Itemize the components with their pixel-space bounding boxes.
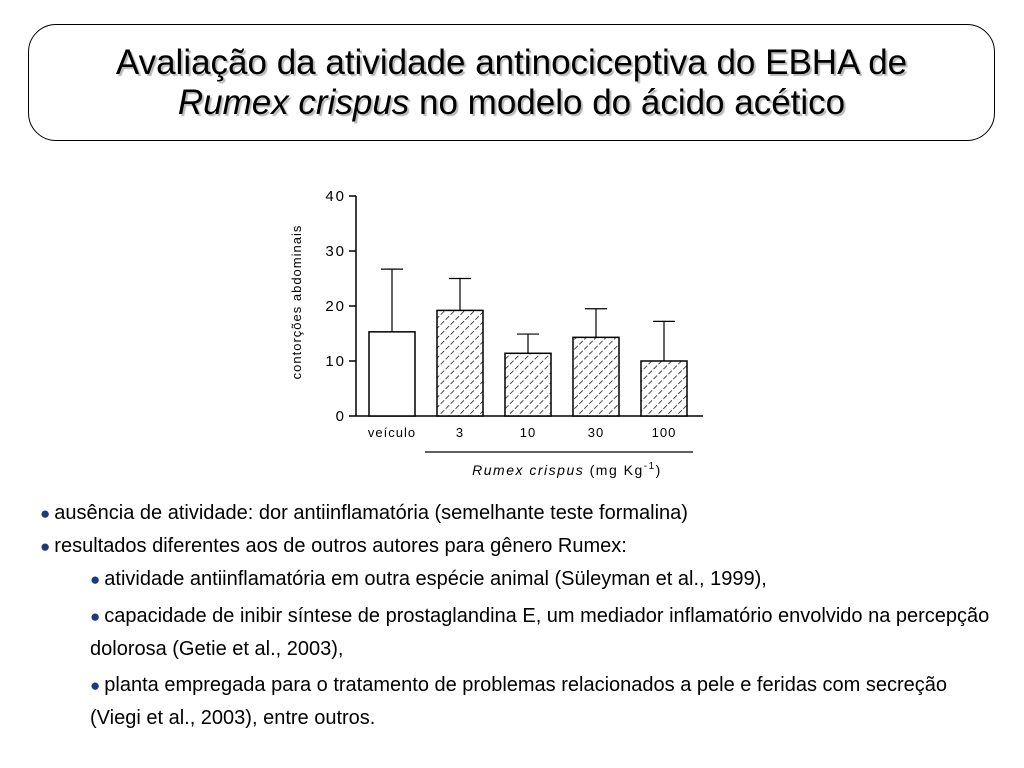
sub-bullet-1 <box>40 563 1000 596</box>
title-species: Rumex crispus <box>177 82 410 122</box>
y-tick-label: 40 <box>325 188 346 205</box>
sub-bullet-3-text: planta empregada para o tratamento de problemas relacionados a pele e feridas com secreção (Viegi et al., 2003), entre outros. <box>90 674 948 729</box>
bullet-marker: ● <box>90 570 101 589</box>
bar-4 <box>573 337 619 416</box>
y-axis-label: contorções abdominais <box>289 224 304 380</box>
bullet-marker: ● <box>90 607 101 626</box>
y-tick-label: 20 <box>325 298 346 315</box>
bullet-marker: ● <box>40 537 51 556</box>
sub-bullet-1-text: atividade antiinflamatória em outra espécie animal (Süleyman et al., 1999), <box>104 568 767 590</box>
bullet-list <box>40 497 1000 734</box>
bar-3 <box>505 353 551 416</box>
bullet-marker: ● <box>40 504 51 523</box>
bullet-2-text: resultados diferentes aos de outros autores para gênero Rumex: <box>54 535 627 557</box>
y-tick-label: 10 <box>325 353 346 370</box>
bar-5 <box>641 361 687 416</box>
x-tick-label: 100 <box>651 425 677 440</box>
bullet-marker: ● <box>90 676 101 695</box>
sub-bullet-2 <box>40 600 1000 665</box>
y-tick-label: 0 <box>335 408 346 425</box>
x-tick-label: veículo <box>367 425 417 440</box>
x-tick-label: 10 <box>519 425 537 440</box>
bar-chart <box>270 178 730 490</box>
x-tick-label: 30 <box>587 425 605 440</box>
sub-bullet-2-text: capacidade de inibir síntese de prostaglandina E, um mediador inflamatório envolvido na percepção dolorosa (Getie et al., 2003), <box>90 605 990 660</box>
title-line-2 <box>178 83 845 123</box>
title-box <box>28 24 995 141</box>
title-line-1: Avaliação da atividade antinociceptiva do EBHA de <box>115 42 908 82</box>
sub-bullet-3 <box>40 669 1000 734</box>
bar-1 <box>369 332 415 416</box>
title-line-2-rest: no modelo do ácido acético <box>409 82 846 122</box>
y-tick-label: 30 <box>325 243 346 260</box>
bullet-1-text: ausência de atividade: dor antiinflamatória (semelhante teste formalina) <box>54 502 688 524</box>
x-group-label: Rumex crispus (mg $Kg^{-1}$) <box>472 461 662 478</box>
bullet-1 <box>40 497 1000 530</box>
x-tick-label: 3 <box>455 425 465 440</box>
bar-2 <box>437 310 483 416</box>
bullet-2 <box>40 530 1000 563</box>
